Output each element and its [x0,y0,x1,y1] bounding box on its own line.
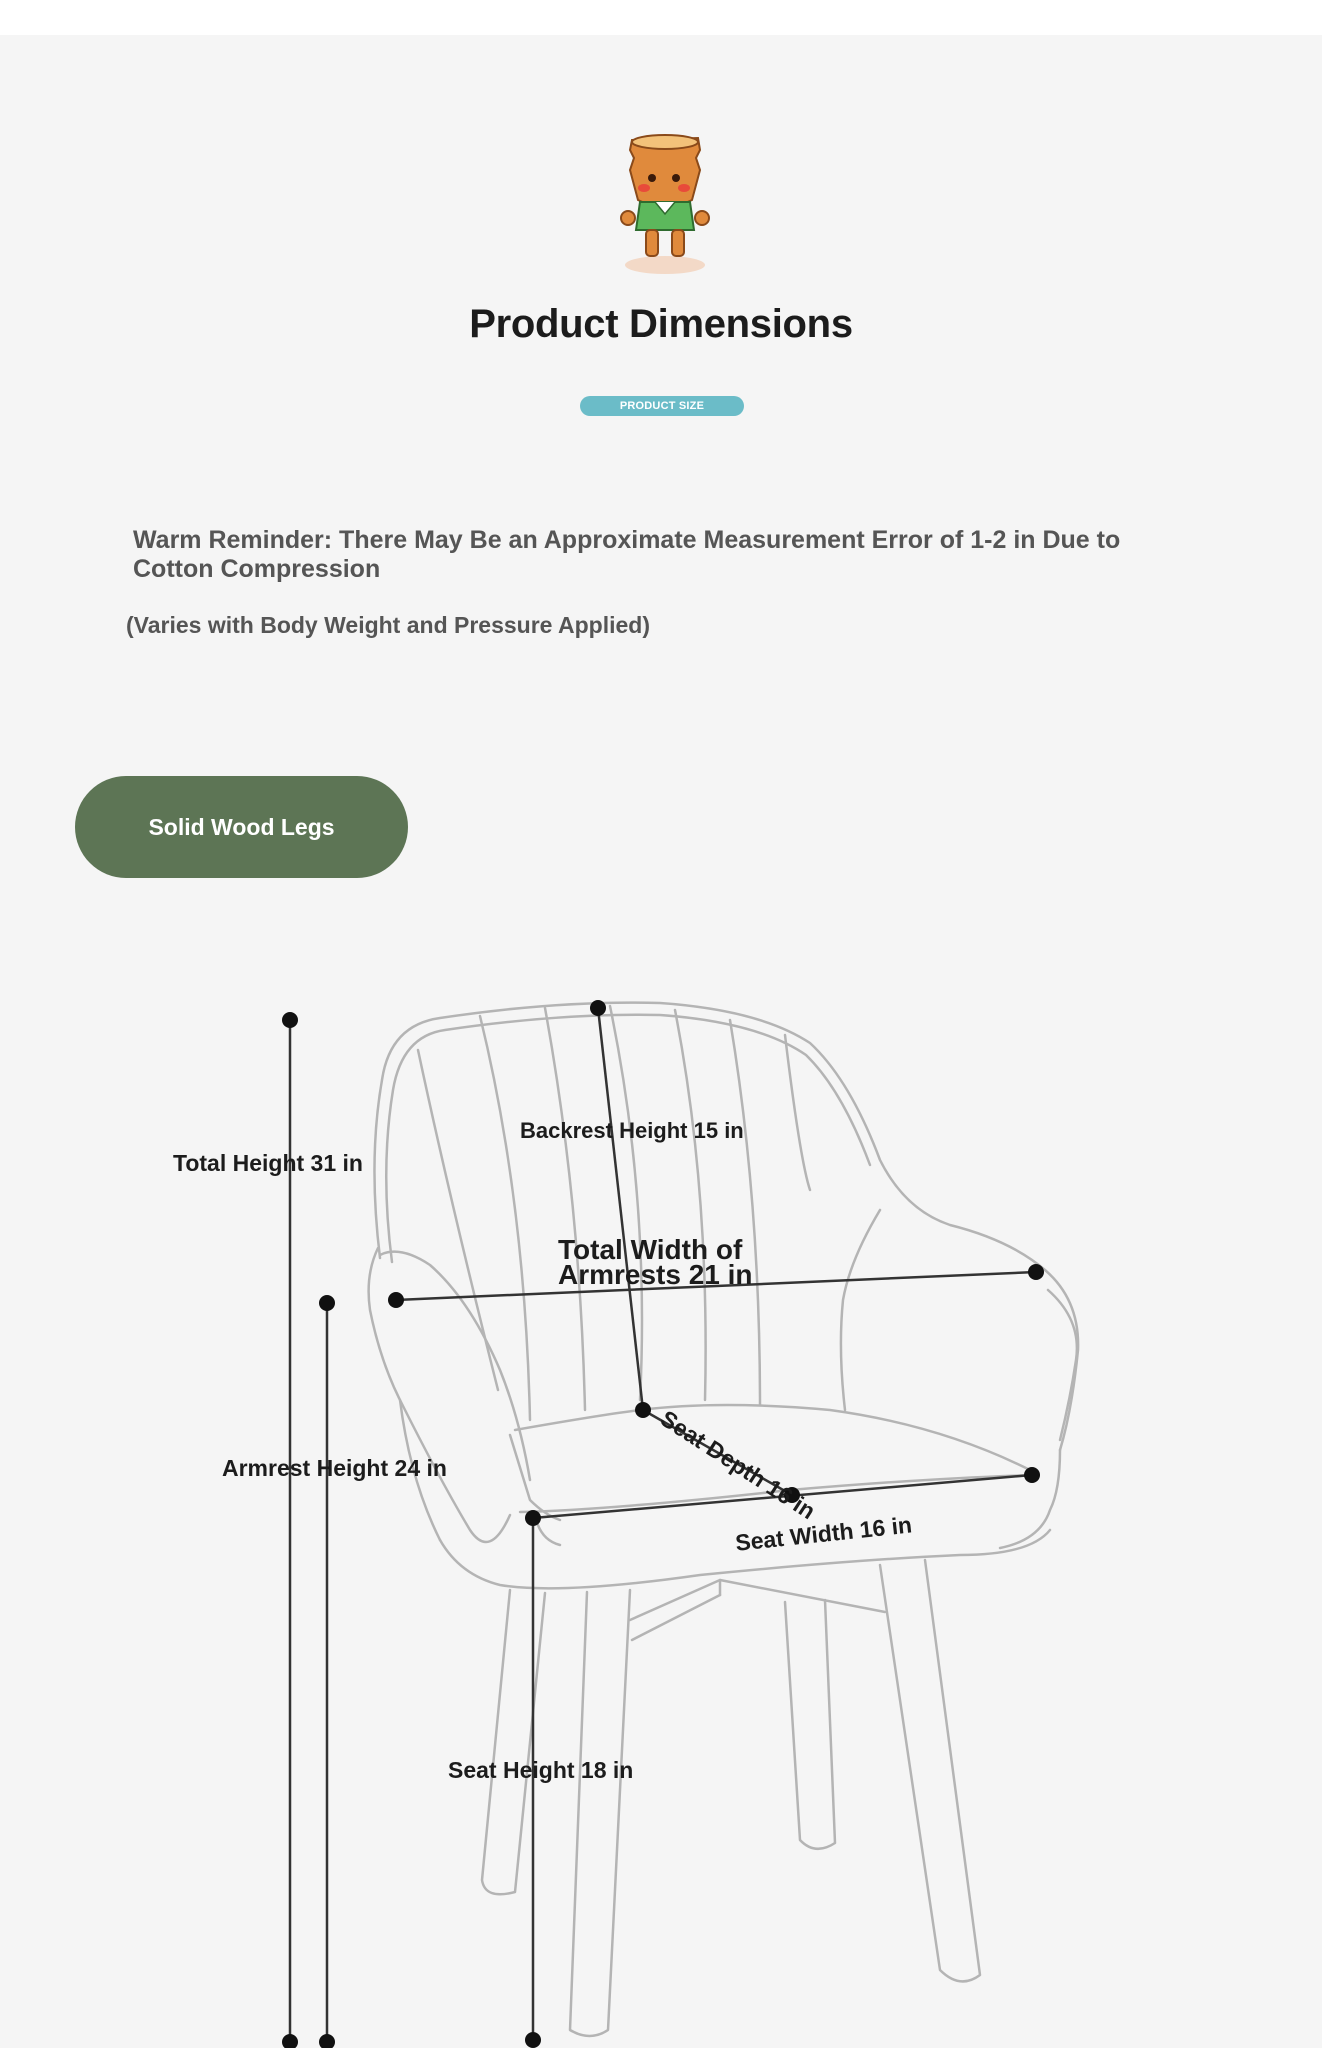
weight-note: (Varies with Body Weight and Pressure Applied) [126,612,650,638]
dim-point [319,2034,335,2048]
seat-height-label: Seat Height 18 in [448,1757,634,1783]
dim-point [1028,1264,1044,1280]
seat-width-label: Seat Width 16 in [734,1511,914,1556]
solid-wood-legs-badge: Solid Wood Legs [75,776,408,878]
dim-point [282,2034,298,2048]
dim-point [590,1000,606,1016]
dim-point [635,1402,651,1418]
backrest-height-label: Backrest Height 15 in [520,1118,744,1143]
total-height-label: Total Height 31 in [173,1150,363,1176]
dim-point [282,1012,298,1028]
armrest-width-label: Total Width of Armrests 21 in [558,1234,753,1290]
dim-point [525,2032,541,2048]
dimension-lines [290,1008,1036,2043]
measurement-reminder: Warm Reminder: There May Be an Approximate Measurement Error of 1-2 in Due to Cotton Compression [133,526,1121,583]
dim-point [525,1510,541,1526]
chair-outline [369,1003,1078,2036]
product-size-tag: PRODUCT SIZE [580,396,744,416]
seat-depth-label: Seat Depth 16 in [655,1405,821,1525]
page-title: Product Dimensions [469,302,853,346]
armrest-height-label: Armrest Height 24 in [222,1455,447,1481]
dim-point [319,1295,335,1311]
dim-point [388,1292,404,1308]
dimension-points [282,1000,1044,2048]
dim-point [1024,1467,1040,1483]
